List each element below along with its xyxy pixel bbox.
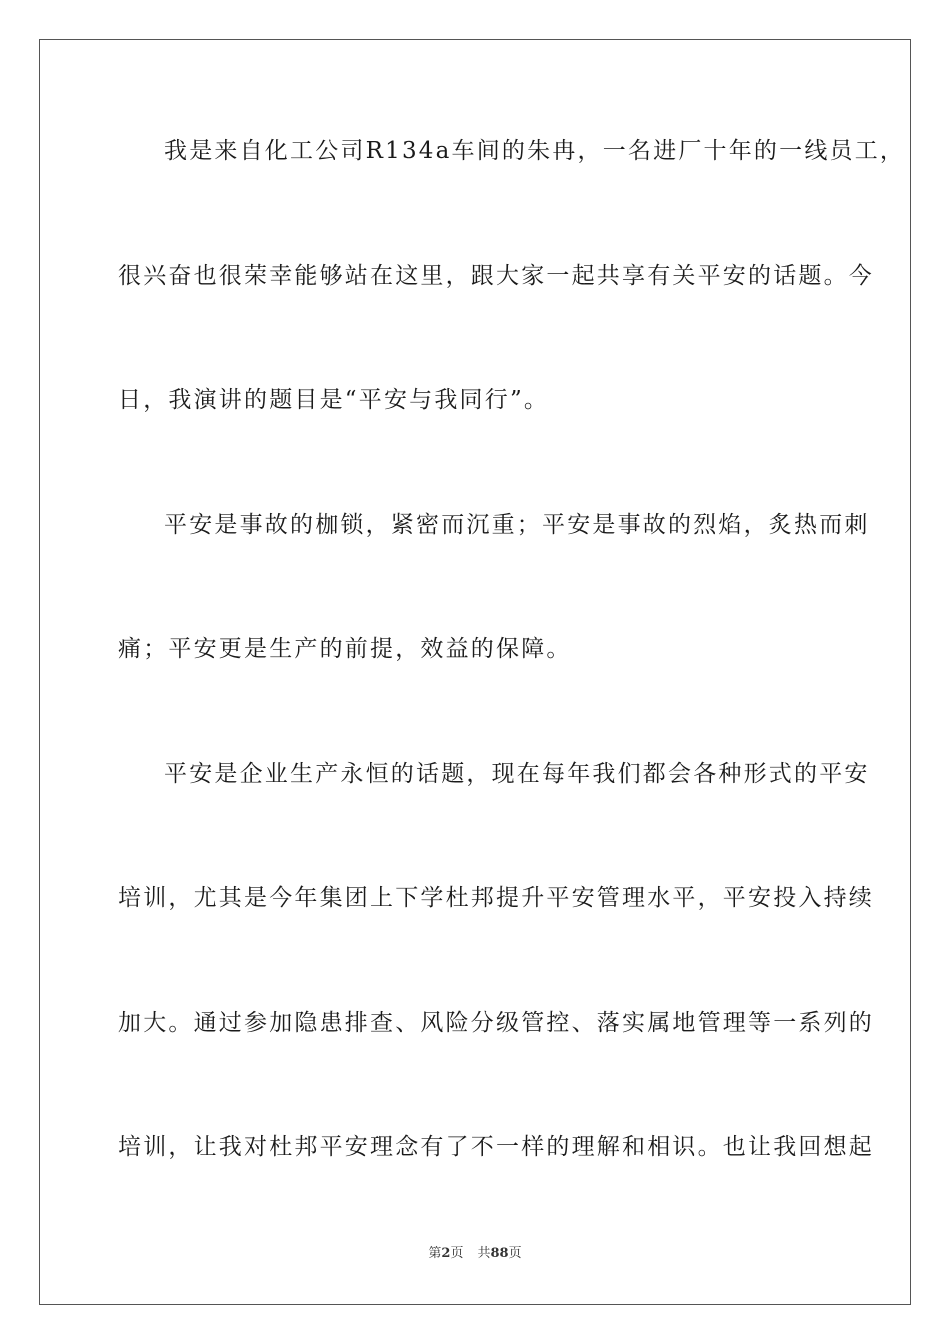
paragraph-3-line-3: 加大。通过参加隐患排查、风险分级管控、落实属地管理等一系列的 — [118, 1010, 874, 1036]
paragraph-3-line-1: 平安是企业生产永恒的话题，现在每年我们都会各种形式的平安 — [164, 761, 870, 787]
footer-page-number: 2 — [441, 1246, 451, 1261]
paragraph-3-line-4: 培训，让我对杜邦平安理念有了不一样的理解和相识。也让我回想起 — [118, 1134, 874, 1160]
footer-total-suffix: 页 — [508, 1246, 522, 1261]
paragraph-1-line-3: 日，我演讲的题目是“平安与我同行”。 — [118, 387, 550, 413]
paragraph-2-line-1: 平安是事故的枷锁，紧密而沉重；平安是事故的烈焰，炙热而刺 — [164, 512, 870, 538]
paragraph-3-line-2: 培训，尤其是今年集团上下学杜邦提升平安管理水平，平安投入持续 — [118, 885, 874, 911]
paragraph-2-line-2: 痛；平安更是生产的前提，效益的保障。 — [118, 636, 572, 662]
page-footer — [0, 1245, 950, 1263]
page-border — [39, 39, 911, 1305]
paragraph-1-line-2: 很兴奋也很荣幸能够站在这里，跟大家一起共享有关平安的话题。今 — [118, 263, 874, 289]
paragraph-1-line-1: 我是来自化工公司R134a车间的朱冉，一名进厂十年的一线员工， — [164, 138, 906, 164]
footer-page-prefix: 第 — [428, 1246, 442, 1261]
footer-total-pages: 88 — [490, 1246, 509, 1261]
footer-total-prefix: 共 — [477, 1246, 491, 1261]
footer-page-suffix: 页 — [450, 1246, 464, 1261]
